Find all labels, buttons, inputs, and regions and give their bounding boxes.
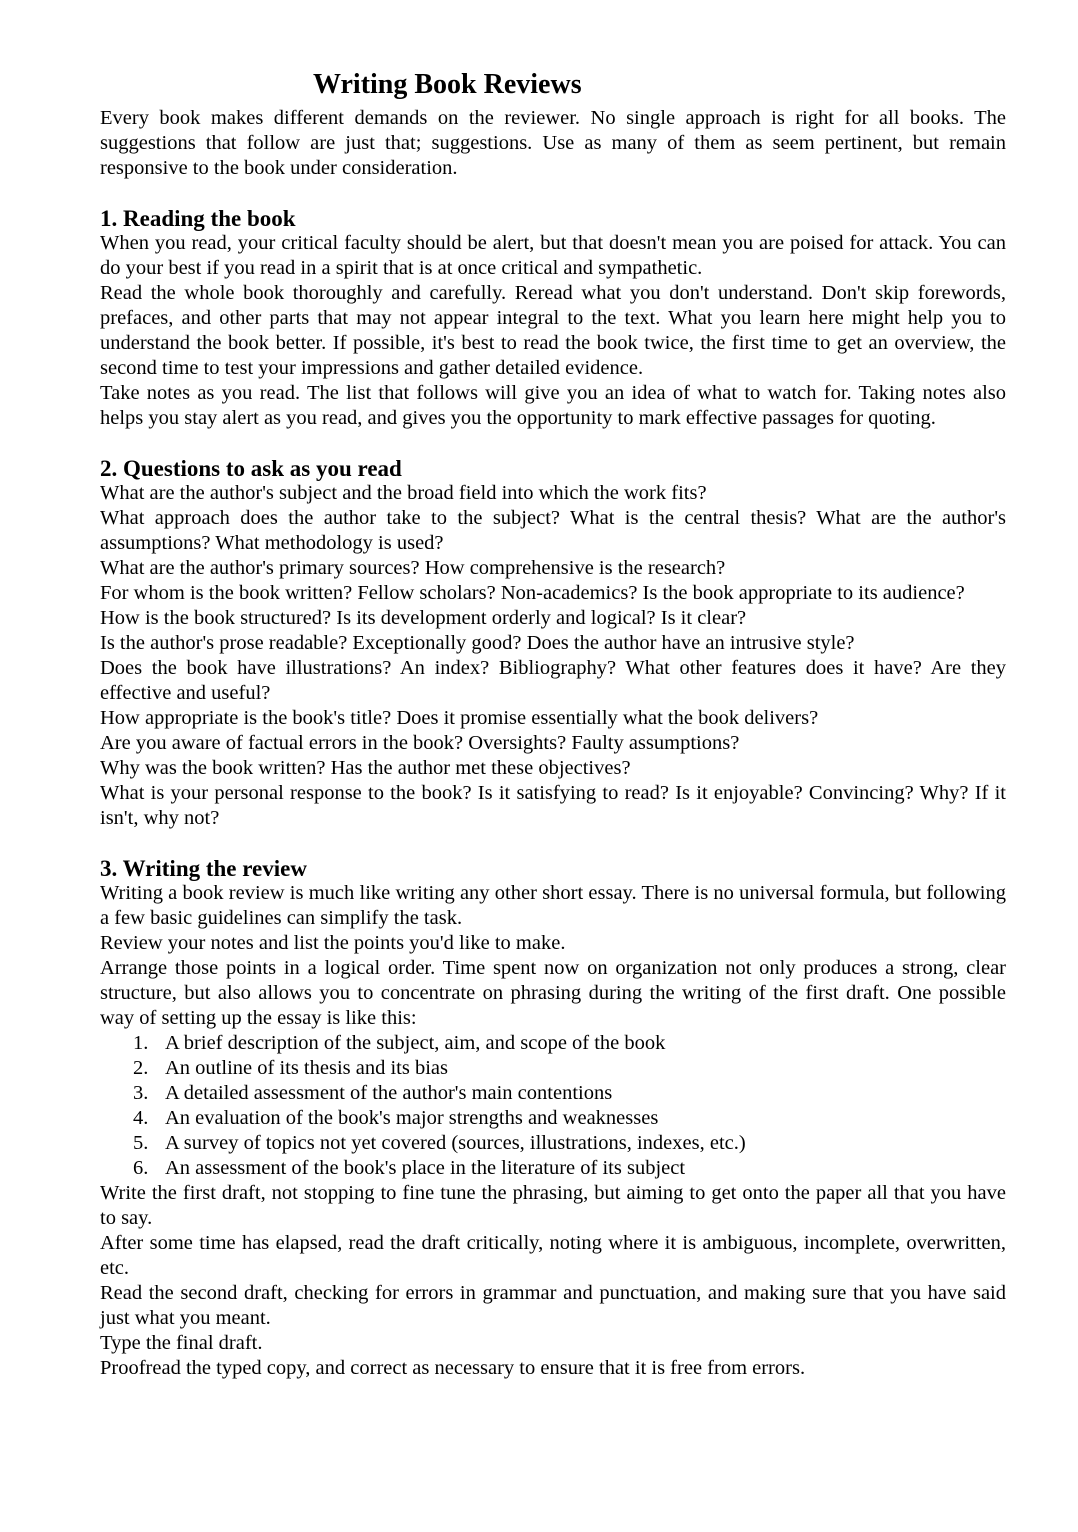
paragraph: Arrange those points in a logical order. Time spent now on organization not only produces a strong, clear structure, but also allows you to concentrate on phrasing during the writing of the first draft. One possible way of setting up the essay is like this:	[100, 957, 1006, 1029]
paragraph: Read the whole book thoroughly and carefully. Reread what you don't understand. Don't skip forewords, prefaces, and other parts that may not appear integral to the text. What you learn here might help you to understand the book better. If possible, it's best to read the book twice, the first time to get an overview, the second time to test your impressions and gather detailed evidence.	[100, 282, 1006, 379]
paragraph: Proofread the typed copy, and correct as necessary to ensure that it is free from errors.	[100, 1357, 806, 1379]
paragraph: When you read, your critical faculty should be alert, but that doesn't mean you are poised for attack. You can do your best if you read in a spirit that is at once critical and sympathetic.	[100, 232, 1006, 279]
question: Is the author's prose readable? Exceptionally good? Does the author have an intrusive style?	[100, 632, 855, 654]
paragraph: After some time has elapsed, read the draft critically, noting where it is ambiguous, incomplete, overwritten, etc.	[100, 1232, 1006, 1279]
list-text: An outline of its thesis and its bias	[165, 1057, 448, 1079]
section-questions-to-ask	[100, 456, 1006, 831]
title-row	[100, 68, 1006, 106]
paragraph: Review your notes and list the points you'd like to make.	[100, 932, 566, 954]
list-item	[100, 1056, 1006, 1081]
question: What are the author's primary sources? How comprehensive is the research?	[100, 557, 726, 579]
list-item	[100, 1156, 1006, 1181]
question: What approach does the author take to the subject? What is the central thesis? What are the author's assumptions? What methodology is used?	[100, 507, 1006, 554]
question: Does the book have illustrations? An index? Bibliography? What other features does it have? Are they effective and useful?	[100, 657, 1006, 704]
paragraph: Writing a book review is much like writing any other short essay. There is no universal formula, but following a few basic guidelines can simplify the task.	[100, 882, 1006, 929]
intro-paragraph: Every book makes different demands on the reviewer. No single approach is right for all books. The suggestions that follow are just that; suggestions. Use as many of them as seem pertinent, but remain responsive to the book under consideration.	[100, 107, 1006, 179]
essay-outline-list	[100, 1031, 1006, 1181]
question: Are you aware of factual errors in the book? Oversights? Faulty assumptions?	[100, 732, 740, 754]
list-item	[100, 1031, 1006, 1056]
question: Why was the book written? Has the author met these objectives?	[100, 757, 631, 779]
list-item	[100, 1081, 1006, 1106]
list-text: A detailed assessment of the author's main contentions	[165, 1082, 613, 1104]
list-marker: 1.	[133, 1032, 149, 1054]
question: For whom is the book written? Fellow scholars? Non-academics? Is the book appropriate to its audience?	[100, 582, 965, 604]
list-text: An evaluation of the book's major strengths and weaknesses	[165, 1107, 659, 1129]
paragraph: Write the first draft, not stopping to fine tune the phrasing, but aiming to get onto the paper all that you have to say.	[100, 1182, 1006, 1229]
list-marker: 5.	[133, 1132, 149, 1154]
question: What are the author's subject and the broad field into which the work fits?	[100, 482, 707, 504]
list-marker: 2.	[133, 1057, 149, 1079]
list-text: A survey of topics not yet covered (sources, illustrations, indexes, etc.)	[165, 1132, 746, 1154]
question: How appropriate is the book's title? Does it promise essentially what the book delivers?	[100, 707, 819, 729]
list-item	[100, 1131, 1006, 1156]
question: What is your personal response to the book? Is it satisfying to read? Is it enjoyable? Convincing? Why? If it isn't, why not?	[100, 782, 1006, 829]
section-1-heading: 1. Reading the book	[100, 206, 296, 231]
paragraph: Take notes as you read. The list that follows will give you an idea of what to watch for. Taking notes also helps you stay alert as you read, and gives you the opportunity to mark effective passages for quoting.	[100, 382, 1006, 429]
section-reading-the-book	[100, 206, 1006, 431]
list-marker: 4.	[133, 1107, 149, 1129]
list-text: A brief description of the subject, aim, and scope of the book	[165, 1032, 666, 1054]
list-text: An assessment of the book's place in the literature of its subject	[165, 1157, 686, 1179]
document-title: Writing Book Reviews	[313, 69, 582, 100]
paragraph: Type the final draft.	[100, 1332, 263, 1354]
paragraph: Read the second draft, checking for errors in grammar and punctuation, and making sure that you have said just what you meant.	[100, 1282, 1006, 1329]
list-marker: 6.	[133, 1157, 149, 1179]
section-writing-the-review	[100, 856, 1006, 1381]
list-marker: 3.	[133, 1082, 149, 1104]
section-2-heading: 2. Questions to ask as you read	[100, 456, 402, 481]
question: How is the book structured? Is its development orderly and logical? Is it clear?	[100, 607, 747, 629]
list-item	[100, 1106, 1006, 1131]
section-3-heading: 3. Writing the review	[100, 856, 307, 881]
